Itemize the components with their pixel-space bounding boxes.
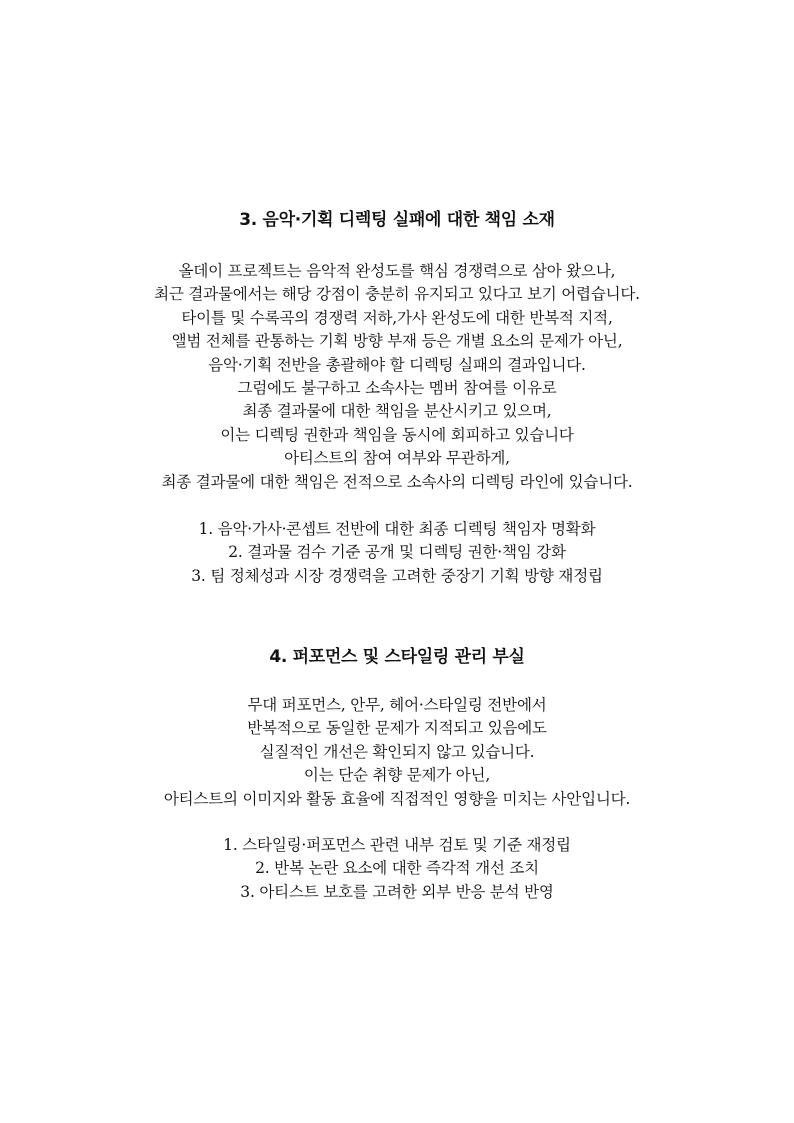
section-4-paragraph: [0, 694, 794, 811]
paragraph-line: 최종 결과물에 대한 책임은 전적으로 소속사의 디렉팅 라인에 있습니다.: [161, 472, 633, 491]
section-4-list: [0, 834, 794, 904]
paragraph-line: 아티스트의 이미지와 활동 효율에 직접적인 영향을 미치는 사안입니다.: [163, 789, 631, 808]
paragraph-line: 반복적으로 동일한 문제가 지적되고 있음에도: [247, 719, 547, 738]
paragraph-line: 앨범 전체를 관통하는 기획 방향 부재 등은 개별 요소의 문제가 아닌,: [171, 332, 623, 351]
section-3-paragraph: [0, 260, 794, 494]
paragraph-line: 최근 결과물에서는 해당 강점이 충분히 유지되고 있다고 보기 어렵습니다.: [154, 285, 640, 304]
section-3: [0, 209, 794, 588]
section-4-heading: 4. 퍼포먼스 및 스타일링 관리 부실: [269, 647, 525, 667]
section-3-list: [0, 518, 794, 588]
paragraph-line: 그럼에도 불구하고 소속사는 멤버 참여를 이유로: [237, 379, 557, 398]
paragraph-line: 이는 단순 취향 문제가 아닌,: [303, 766, 491, 785]
paragraph-line: 무대 퍼포먼스, 안무, 헤어·스타일링 전반에서: [247, 696, 547, 714]
paragraph-line: 최종 결과물에 대한 책임을 분산시키고 있으며,: [242, 402, 552, 421]
list-item: 1. 음악·가사·콘셉트 전반에 대한 최종 디렉팅 책임자 명확화: [198, 520, 596, 539]
paragraph-line: 올데이 프로젝트는 음악적 완성도를 핵심 경쟁력으로 삼아 왔으나,: [178, 262, 616, 280]
list-item: 3. 아티스트 보호를 고려한 외부 반응 분석 반영: [240, 882, 554, 901]
list-item: 1. 스타일링·퍼포먼스 관련 내부 검토 및 기준 재정립: [223, 836, 571, 855]
paragraph-line: 아티스트의 참여 여부와 무관하게,: [284, 449, 510, 468]
list-item: 3. 팀 정체성과 시장 경쟁력을 고려한 중장기 기획 방향 재정립: [191, 566, 603, 585]
paragraph-line: 음악·기획 전반을 총괄해야 할 디렉팅 실패의 결과입니다.: [208, 355, 586, 374]
paragraph-line: 타이틀 및 수록곡의 경쟁력 저하,가사 완성도에 대한 반복적 지적,: [181, 308, 613, 327]
list-item: 2. 결과물 검수 기준 공개 및 디렉팅 권한·책임 강화: [228, 543, 566, 562]
paragraph-line: 실질적인 개선은 확인되지 않고 있습니다.: [259, 742, 535, 761]
list-item: 2. 반복 논란 요소에 대한 즉각적 개선 조치: [255, 859, 539, 878]
section-4: [0, 646, 794, 904]
section-3-heading: 3. 음악·기획 디렉팅 실패에 대한 책임 소재: [239, 210, 555, 230]
paragraph-line: 이는 디렉팅 권한과 책임을 동시에 회피하고 있습니다: [220, 425, 574, 444]
